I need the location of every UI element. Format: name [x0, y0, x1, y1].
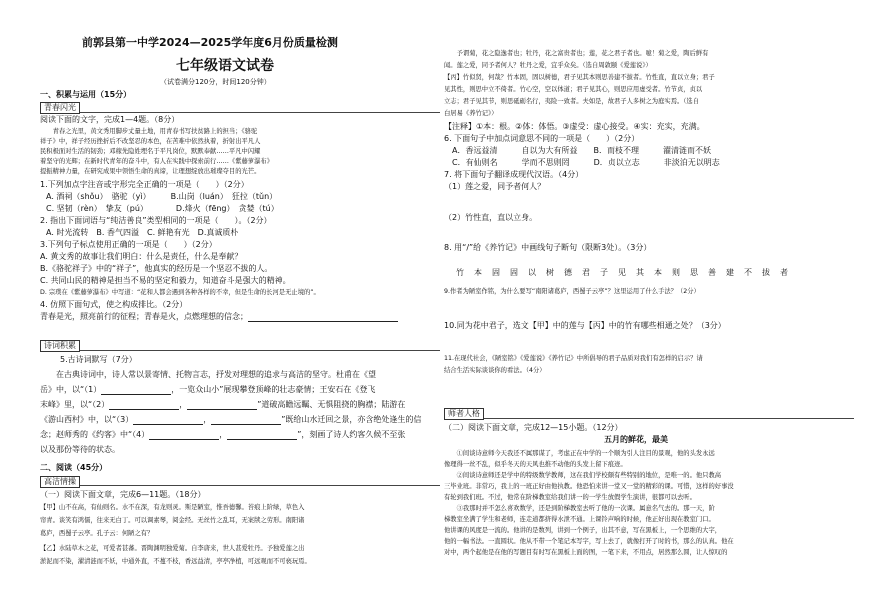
question-3-option: D. 宗璞在《紫藤萝瀑布》中写道：“花和人都会遇到各种各样的不幸，但是生命的长河是无止境的”。 [40, 289, 320, 296]
reading-1-line: 【乙】水陆草木之花，可爱者甚蕃。晋陶渊明独爱菊。自李唐来，世人甚爱牡丹。予独爱莲之出 [40, 545, 305, 552]
question-2: 2. 指出下面词语与“纯洁善良”类型相同的一项是（ ）。（2分） [40, 216, 272, 225]
answer-blank[interactable] [248, 313, 398, 322]
reading-1-cont: 立志；君子见其节，则思砥砺名行，夷险一致者。夫如是，故君子人多树之为庭实焉。（选自 [444, 98, 700, 105]
reading-1-intro: （一）阅读下面文章，完成6—11题。（18分） [40, 490, 206, 499]
answer-blank[interactable] [187, 401, 257, 410]
question-5-text: 《游山西村》中，以“（3） ， ”既给山水迁回之景，亦含绝处逢生的信 [40, 415, 422, 424]
question-5-text: 念；赵师秀的《约客》中“（4） ， ”，刻画了诗人约客久候不至张 [40, 430, 406, 439]
question-9: 9.作者为陋室作铭，为什么要写“南阳诸葛庐，西蜀子云亭”？这里运用了什么手法？（2分） [444, 288, 700, 295]
reading-2-line: 三毕业班。非常巧，我上的一班正好由他执教。他恐怕来讲一堂又一堂的精彩的课。可惜，这样的好事没 [444, 483, 734, 490]
right-column [444, 0, 854, 614]
question-1: 1.下列加点字注音或字形完全正确的一项是（ ）（2分） [40, 180, 249, 189]
reading-2-line: 他的一幅书法。一直圆状。他从不带一个笔记本写字，写上去了，就像打开了时的书，那么的认真。他在 [444, 538, 734, 545]
question-4: 4. 仿照下面句式，使之构成排比。（2分） [40, 300, 188, 309]
reading-2-line: 梯教室坐满了学生和老师，连走道都挤得水泄不通。上课铃声响的时候，他正好出现在教室门口。 [444, 516, 715, 523]
question-3-option: C. 共同山民的精神是担当不易的坚定和毅力，知道奋斗是强大的精神。 [40, 276, 291, 285]
passage-1-line: 民积极面对生活的韧劲；邓稼先隐姓埋名于平凡岗位，默默奉献……平凡中闪耀 [40, 148, 261, 155]
passage-1-line: 青春之光里，黄文秀用脚步丈量土地，用青春书写扶贫路上的担当；《骆驼 [40, 128, 258, 135]
passage-1-line: 着坚守的光辉；在新时代青年的奋斗中，有人在实践中探索前行……《紫藤萝瀑布》 [40, 158, 273, 165]
passage-1-line: 提振精神力量，在研究成果中领悟生命的真谛，让理想绽放出璀璨夺目的光芒。 [40, 168, 261, 175]
reading-2-line: ①间谈诗意师今天我还不属那谋了，考虑正在中学的一个顺为引人注目的景观，他的头发永远 [444, 450, 715, 457]
divider [40, 485, 440, 486]
reading-1-line: 葛庐，西蜀子云亭。孔子云：何陋之有？ [40, 530, 154, 537]
divider [40, 112, 440, 113]
divider [40, 350, 440, 351]
question-3-option: B.《骆驼祥子》中的“祥子”，他真实的经历是一个坚忍不拔的人。 [40, 264, 273, 273]
answer-blank[interactable] [109, 401, 179, 410]
question-4-example: 青春是光，照亮前行的征程；青春是火，点燃理想的信念； [40, 312, 398, 322]
question-10: 10.同为花中君子，选文【甲】中的莲与【丙】中的竹有哪些相通之处？（3分） [444, 321, 726, 330]
question-1-option: C. 坚韧（rèn） 挚友（pú） D.烽火（fēng） 贪婪（tú） [46, 204, 279, 213]
section-2-heading: 二、阅读（45分） [40, 463, 108, 472]
reading-2-title: 五月的鲜花，最美 [604, 435, 668, 444]
answer-blank[interactable] [101, 386, 171, 395]
question-6-option: C．有仙则名 学而不思则罔 D．贞以立志 非淡泊无以明志 [452, 158, 720, 167]
section-1-heading: 一、积累与运用（15分） [40, 90, 132, 99]
reading-2-line: 他讲课的风度是一流的。他讲的是数列，讲到一个例子，出其不意，写在黑板上，一个思维的大字， [444, 527, 722, 534]
reading-2-intro: （二）阅读下面文章，完成12—15小题。（12分） [444, 423, 623, 432]
question-5-text: 岳》中，以“（1） ，一览众山小”展现攀登顶峰的壮志豪情；王安石在《登飞 [40, 385, 376, 394]
question-7: 7. 将下面句子翻译成现代汉语。（4分） [444, 170, 584, 179]
question-1-option: A. 酒祠（shǒu） 骆驼（yì） B.山岗（luán） 狂拉（tǔn） [46, 192, 278, 201]
reading-1-cont: 予谓菊，花之隐逸者也；牡丹，花之富贵者也；莲，花之君子者也。噫！菊之爱，陶后鲜有 [444, 50, 709, 57]
subject-title: 七年级语文试卷 [176, 58, 274, 74]
reading-1-cont: 白居易《养竹记》） [444, 110, 498, 117]
exam-note: （试卷满分120分，时间120分钟） [160, 78, 271, 86]
reading-1-cont: 【丙】竹似贤，何哉？竹本固，固以树德，君子见其本则思善建不拔者。竹性直，直以立身；君子 [444, 74, 715, 81]
reading-2-line: 像理得一丝不乱，似乎冬天的天风也推不动他的头发上留下痕迹。 [444, 461, 627, 468]
question-2-option: A. 时光流转 B. 香气四溢 C. 鲜艳有光 D.真诚质朴 [46, 228, 239, 237]
left-column [40, 0, 440, 614]
annotation-note: 【注释】①本：根。②体：体悟。③虚受：虚心接受。④实：充实，充满。 [444, 122, 705, 131]
reading-1-line: 帘青。谈笑有鸿儒，往来无白丁。可以调素琴，阅金经。无丝竹之乱耳，无案牍之劳形。南阳诸 [40, 517, 305, 524]
tag-qingchun-shanguang: 青春闪光 [40, 102, 80, 114]
reading-1-line: 【甲】山不在高，有仙则名。水不在深，有龙则灵。斯是陋室，惟吾德馨。苔痕上阶绿，草色入 [40, 504, 305, 511]
question-5-text: 在古典诗词中，诗人常以景寄情、托物言志，抒发对理想的追求与高洁的坚守。杜甫在《望 [40, 370, 376, 379]
passage-1-intro: 阅读下面的文字，完成1—4题。（8分） [40, 115, 180, 124]
reading-2-line: 有轮到我们班。不过，他常在阶梯教室给我们讲一的一学生放假学生演讲，很都可以去听。 [444, 494, 696, 501]
tag-shizhe-renge: 师者人格 [444, 408, 484, 420]
answer-blank[interactable] [149, 431, 219, 440]
question-5: 5.古诗词默写（7分） [60, 355, 137, 364]
tag-shici-jilei: 诗词积累 [40, 340, 80, 352]
question-8-sentence: 竹 本 固 固 以 树 德 君 子 见 其 本 则 思 善 建 不 拔 者 [456, 268, 789, 277]
passage-1-line: 祥子》中，祥子经历挫折后不改坚忍的本色，在苦难中依然执着，折射出平凡人 [40, 138, 261, 145]
reading-2-line: ③我那时并不怎么喜欢数学，还是到阶梯教室去听了他的一次课。属意名气去的。那一天，阶 [444, 505, 715, 512]
reading-1-line: 淤泥而不染，濯清涟而不妖，中通外直，不蔓不枝，香远益清，亭亭净植，可远观而不可亵玩焉。 [40, 558, 311, 565]
question-5-text: 末峰》里，以“（2） ， ”道破高瞻远瞩、无惧阻挠的胸襟；陆游在 [40, 400, 406, 409]
question-11: 11.在现代社会，《陋室铭》《爱莲说》《养竹记》中所倡导的君子品质对我们有怎样的启示？请 [444, 355, 703, 362]
exam-title: 前郭县第一中学2024—2025学年度6月份质量检测 [82, 36, 338, 49]
question-3-option: A. 黄文秀的故事让我们明白：什么是责任，什么是奉献？ [40, 252, 243, 261]
question-6: 6. 下面句子中加点词意思不同的一项是（ ）（2分） [444, 134, 640, 143]
reading-2-line: ②间谈诗意师还是学中的特级数学教师，这在我们学校颇有些特别的地位，是唯一的。他只教高 [444, 472, 722, 479]
reading-1-cont: 见其性，则思中立不倚者。竹心空，空以体道；君子见其心，则思应用虚受者。竹节贞，贞以 [444, 86, 703, 93]
reading-2-line: 对中，两个起他是在他的写题目有时写在黑板上面的图，一笔下来，不用点，居然那么圆，让人惊叹的 [444, 549, 728, 556]
answer-blank[interactable] [227, 431, 297, 440]
question-3: 3.下列句子标点使用正确的一项是（ ）（2分） [40, 240, 217, 249]
question-11: 结合生活实际谈谈你的看法。（4分） [444, 367, 546, 374]
question-7-item: （1）莲之爱，同予者何人？ [444, 182, 546, 191]
reading-1-cont: 闻。莲之爱，同予者何人？牡丹之爱，宜乎众矣。（选自周敦颐《爱莲说》） [444, 62, 652, 69]
answer-blank[interactable] [133, 416, 203, 425]
tag-gaojie-qingcao: 高洁情操 [40, 476, 80, 488]
question-6-option: A．香远益清 自以为大有所益 B．而枝不理 濯清涟而不妖 [452, 146, 711, 155]
divider [444, 418, 854, 419]
answer-blank[interactable] [211, 416, 281, 425]
question-5-text: 以及那份等待的状态。 [40, 445, 120, 454]
question-8: 8. 用“/”给《养竹记》中画线句子断句（限断3处）。（3分） [444, 243, 652, 252]
question-7-item: （2）竹性直，直以立身。 [444, 213, 538, 222]
